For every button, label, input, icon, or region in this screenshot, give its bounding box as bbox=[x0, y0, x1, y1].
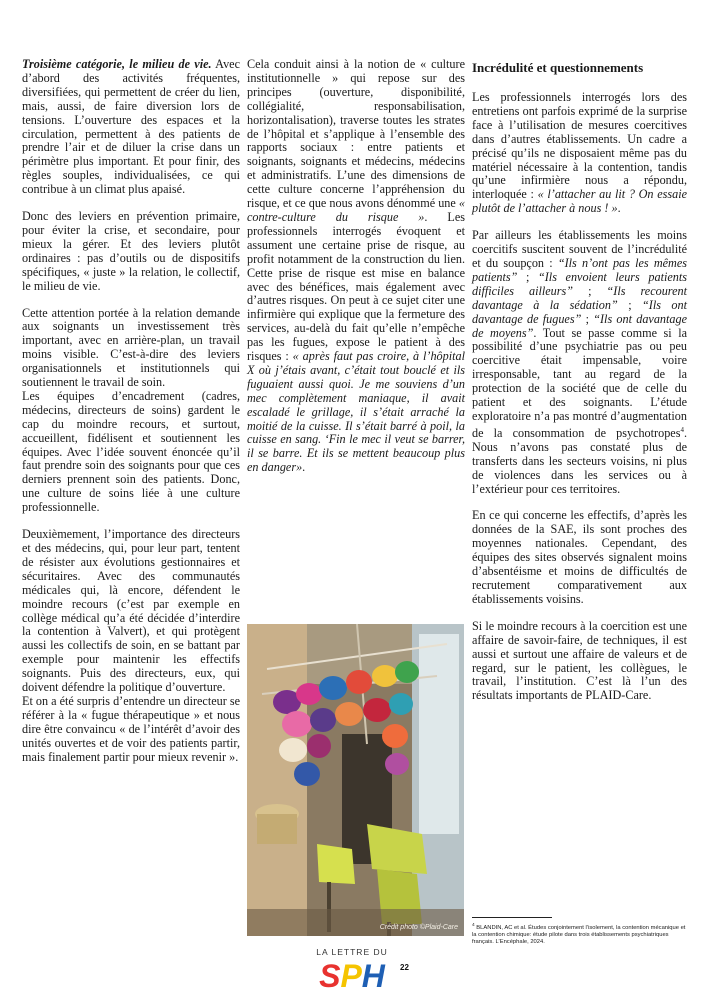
page-number: 22 bbox=[400, 963, 409, 972]
quote-infirmiere: « après faut pas croire, à l’hôpital X où j’étais avant, c’était tout bouclé et ils fuguaient aussi quoi. Je me souviens d’un mec complètement maniaque, il avait escaladé le grillage, il s’était arraché la moitié de la cuisse. Il s’était barré à poil, la cuisse en sang. ‘Fin le mec il veut se barrer, il se barre. Et ils se mettent beaucoup plus en danger» bbox=[247, 349, 465, 475]
publication-logo bbox=[306, 947, 398, 995]
paragraph-incredulite: Par ailleurs les établissements les moins coercitifs suscitent souvent de l’incrédulité et du soupçon : “Ils n’ont pas les mêmes patients” ; “Ils envoient leurs patients difficiles ailleurs” ; “Ils recourent davantage à la sédation” ; “Ils ont davantage de fugues” ; “Ils ont davantage de moyens”. Tout se passe comme si la possibilité d’une psychiatrie pas ou peu coercitive était impensable, voire irresponsable, tant au regard de la protection de la société que de celle du patient et des soignants. L’étude exploratoire n’a pas montré d’augmentation de la consommation de psychotropes$^4$. Nous n’avons pas constaté plus de transferts dans les secteurs voisins, ni plus de violences dans les services ou à l’extérieur pour ces territoires. bbox=[472, 228, 688, 496]
paragraph-culture-institutionnelle: Cela conduit ainsi à la notion de « culture institutionnelle » qui repose sur des principes (ouverture, disponibilité, collégialité, responsabilisation, horizontalisation), traverse toutes les strates de l’hôpital et s’applique à l’ensemble des rapports sociaux : entre patients et soignants, soignants et médecins, médecins et administratifs. L’une des dimensions de cette culture concerne l’appréhension du risque, et ce que nous avons dénommé une « contre-culture du risque ». Les professionnels interrogés évoquent et assument une certaine prise de risque, au profit notamment de la construction du lien. Cette prise de risque est mise en balance avec des bénéfices, mais également avec d’autres risques. On peut à ce sujet citer une infirmière qui explique que la fermeture des services, au-delà du fait qu’elle n’empêche pas les fugues, expose le patient à des risques : « après faut pas croire, à l’hôpital X où j’étais avant, c’était tout bouclé et ils fuguaient aussi quoi. Je me souviens d’un mec complètement maniaque, il avait escaladé le grillage, il s’était arraché la moitié de la cuisse. Il s’était barré à poil, la cuisse en sang. ‘Fin le mec il veut se barrer, il se barre. Et ils se mettent beaucoup plus en danger». bbox=[247, 57, 465, 475]
paragraph-milieu-de-vie: Troisième catégorie, le milieu de vie. Avec d’abord des activités fréquentes, diversifiées, qui permettent de créer du lien, mais, aussi, de faire diversion lors de tensions. L’ouverture des espaces et la circulation, permettent à des patients de prendre l’air et de diluer la crise dans un périmètre plus important. Et pour finir, des règles souples, individualisées, ce qui contribue à un climat plus apaisé. bbox=[22, 57, 240, 197]
logo-letter: H bbox=[361, 958, 385, 991]
paragraph-conclusion: Si le moindre recours à la coercition est une affaire de savoir-faire, de techniques, il est aussi et surtout une affaire de valeurs et de regard, sur le patient, les collègues, le travail, l’institution. C’est là l’un des résultats importants de PLAID-Care. bbox=[472, 618, 687, 703]
footnote-number: 4 bbox=[472, 923, 475, 928]
footnote-divider bbox=[472, 917, 552, 918]
section-heading: Incrédulité et questionnements bbox=[472, 60, 644, 75]
sph-logo-icon bbox=[309, 957, 395, 991]
paragraph-leviers: Donc des leviers en prévention primaire, pour éviter la crise, et secondaire, pour mieux la gérer. Et des leviers plutôt ordinaires : pas d’outils ou de dispositifs spécifiques, « juste » la relation, le collectif, le milieu de vie. bbox=[22, 209, 240, 293]
paragraph-surprise: Les professionnels interrogés lors des entretiens ont parfois exprimé de la surprise face à l’utilisation de mesures coercitives dans d’autres établissements. Un cadre a précisé qu’ils ne disposaient même pas du matériel nécessaire à la contention, tandis qu’une infirmière nous a répondu, interloquée : « l’attacher au lit ? On essaie plutôt de l’attacher à nous ! ». bbox=[472, 90, 687, 216]
photo-illustration bbox=[247, 624, 464, 936]
column-right bbox=[472, 58, 687, 716]
logo-letter: P bbox=[340, 958, 362, 991]
photo-hanging-textiles bbox=[247, 624, 464, 936]
logo-wordmark bbox=[319, 958, 386, 991]
lead-milieu-de-vie: Troisième catégorie, le milieu de vie. bbox=[22, 57, 212, 71]
column-middle bbox=[247, 58, 465, 488]
paragraph-fugue-therapeutique: Et on a été surpris d’entendre un directeur se référer à la « fugue thérapeutique » et nous dire être convaincu « de l’intérêt d’avoir des unités ouvertes et de voir des patients partir, mais finalement partir pour mieux revenir ». bbox=[22, 693, 240, 764]
column-left bbox=[22, 58, 240, 778]
logo-title: LA LETTRE DU bbox=[316, 947, 388, 957]
footnote: $^4$ BLANDIN, AC et al. Études conjointement l’isolement, la contention mécanique et la contention chimique: étude pilote dans trois établissements psychiatriques français. L’Encéphale, 2024. bbox=[472, 923, 686, 945]
photo-credit: Crédit photo ©Plaid-Care bbox=[379, 924, 458, 931]
footnote-ref[interactable]: 4 bbox=[680, 425, 684, 434]
paragraph-effectifs: En ce qui concerne les effectifs, d’après les données de la SAE, ils sont proches des moyennes nationales. Cependant, des équipes des sites observés signalent moins d’absentéisme et moins de difficultés de recrutement comparativement aux établissements voisins. bbox=[472, 508, 687, 606]
paragraph-equipes-encadrement: Les équipes d’encadrement (cadres, médecins, directeurs de soins) gardent le cap du moindre recours, et surtout, accueillent, fidélisent et soutiennent les équipes. Avec l’idée souvent énoncée qu’il faut prendre soin des soignants pour que ces derniers prennent soin des patients. Donc, une culture de soins liée à une culture professionnelle. bbox=[22, 388, 240, 515]
paragraph-attention-relation: Cette attention portée à la relation demande aux soignants un investissement très important, avec en arrière-plan, un travail moins visible. C’est-à-dire des leviers organisationnels et institutionnels qui soutiennent le travail de soin. bbox=[22, 305, 240, 390]
paragraph-directeurs-medecins: Deuxièmement, l’importance des directeurs et des médecins, qui, pour leur part, tentent de résister aux évolutions gestionnaires et sécuritaires. Avec des communautés médicales qui, là encore, défendent le moindre recours (c’est par exemple en collège médical qu’a été décidée d’interdire la contention à Valvert), et qui protègent aussi les collectifs de soin, en se battant par exemple pour maintenir les effectifs soignants. Puis des directeurs, eux, qui doivent défendre la politique d’ouverture. bbox=[22, 527, 240, 695]
logo-letter: S bbox=[319, 958, 341, 991]
